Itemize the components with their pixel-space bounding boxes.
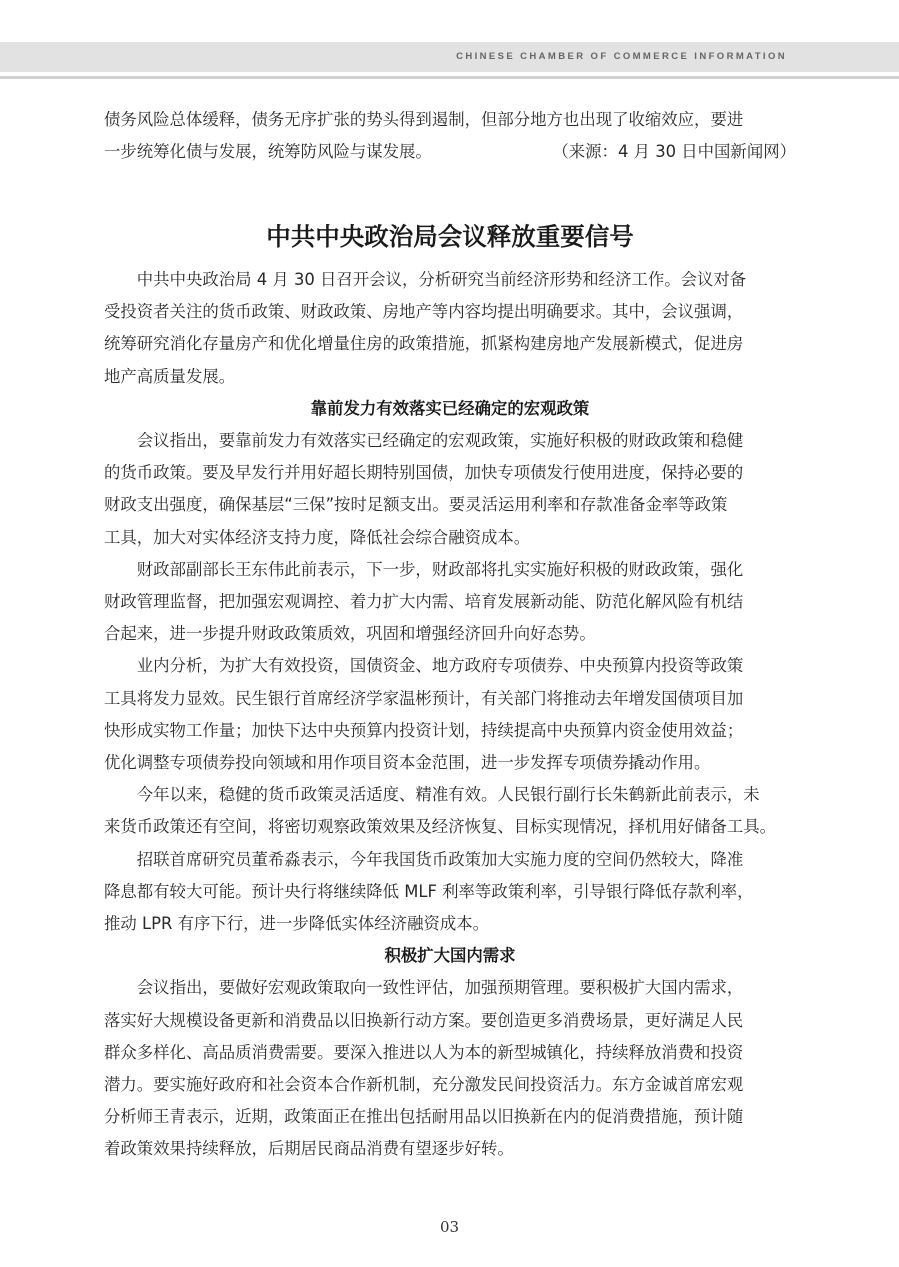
article-title: 中共中央政治局会议释放重要信号 [266,222,634,251]
intro-paragraph [104,104,796,168]
paragraph: 财政部副部长王东伟此前表示，下一步，财政部将扎实实施好积极的财政政策，强化 财政管理监督，把加强宏观调控、着力扩大内需、培育发展新动能、防范化解风险有机结 合起来，进一步提升财政政策质效，巩固和增强经济回升向好态势。 [104,559,744,644]
intro-line: 债务风险总体缓释，债务无序扩张的势头得到遏制，但部分地方也出现了收缩效应，要进 [104,110,744,129]
source-citation: （来源：4 月 30 日中国新闻网） [552,142,796,162]
running-header: CHINESE CHAMBER OF COMMERCE INFORMATION [456,51,787,62]
paragraph: 业内分析，为扩大有效投资，国债资金、地方政府专项债券、中央预算内投资等政策 工具将发力显效。民生银行首席经济学家温彬预计，有关部门将推动去年增发国债项目加 快形成实物工作量；加快下达中央预算内投资计划，持续提高中央预算内资金使用效益； 优化调整专项债券投向领域和用作项目资本金范围，进一步发挥专项债券撬动作用。 [104,656,744,773]
article-body [104,264,796,1166]
paragraph: 会议指出，要靠前发力有效落实已经确定的宏观政策，实施好积极的财政政策和稳健 的货币政策。要及早发行并用好超长期特别国债，加快专项债发行使用进度，保持必要的 财政支出强度，确保基层“三保”按时足额支出。要灵活运用利率和存款准备金率等政策 工具，加大对实体经济支持力度，降低社会综合融资成本。 [104,431,744,547]
section-heading: 积极扩大国内需求 [384,946,516,966]
intro-line: 一步统筹化债与发展，统筹防风险与谋发展。 [104,142,432,162]
paragraph: 招联首席研究员董希淼表示，今年我国货币政策加大实施力度的空间仍然较大，降准 降息都有较大可能。预计央行将继续降低 MLF 利率等政策利率，引导银行降低存款利率， 推动 LPR 有序下行，进一步降低实体经济融资成本。 [104,849,754,934]
lead-paragraph: 中共中央政治局 4 月 30 日召开会议，分析研究当前经济形势和经济工作。会议对备 受投资者关注的货币政策、财政政策、房地产等内容均提出明确要求。其中，会议强调， 统筹研究消化存量房产和优化增量住房的政策措施，抓紧构建房地产发展新模式，促进房 地产高质量发展。 [104,270,747,386]
section-heading: 靠前发力有效落实已经确定的宏观政策 [310,398,590,418]
paragraph: 今年以来，稳健的货币政策灵活适度、精准有效。人民银行副行长朱鹤新此前表示，未 来货币政策还有空间，将密切观察政策效果及经济恢复、目标实现情况，择机用好储备工具。 [104,785,777,837]
page-number: 03 [439,1218,460,1236]
paragraph: 会议指出，要做好宏观政策取向一致性评估，加强预期管理。要积极扩大国内需求， 落实好大规模设备更新和消费品以旧换新行动方案。要创造更多消费场景，更好满足人民 群众多样化、高品质消费需要。要深入推进以人为本的新型城镇化，持续释放消费和投资 潜力。要实施好政府和社会资本合作新机制，充分激发民间投资活力。东方金诚首席宏观 分析师王青表示，近期，政策面正在推出包括耐用品以旧换新在内的促消费措施，预计随 着政策效果持续释放，后期居民商品消费有望逐步好转。 [104,978,744,1159]
header-divider [0,76,899,79]
